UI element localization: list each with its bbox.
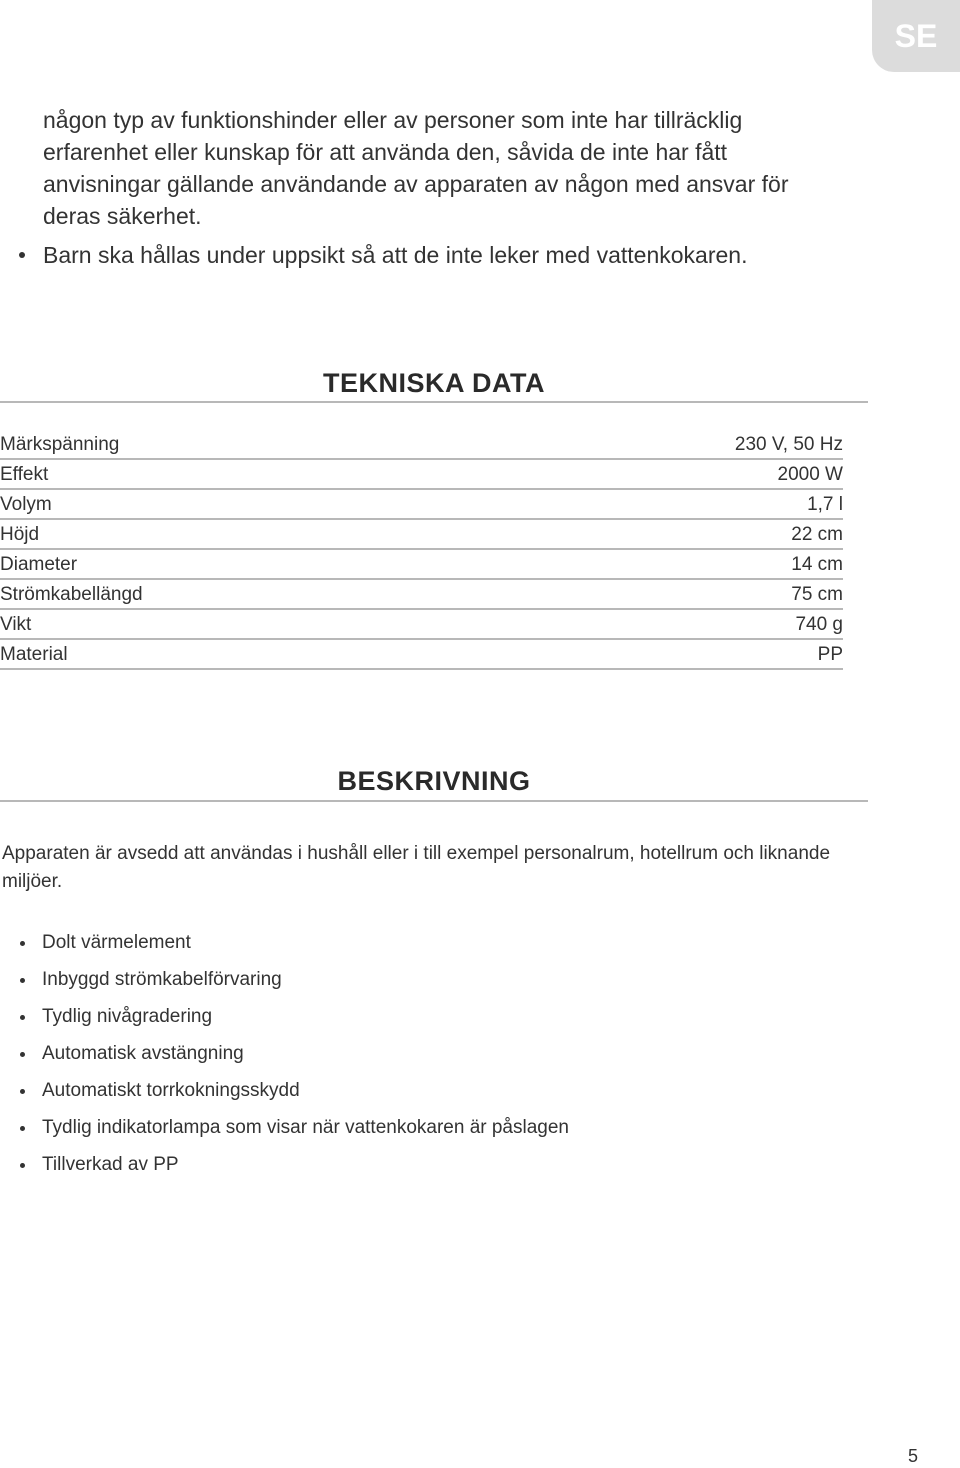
feature-item <box>0 1114 569 1151</box>
spec-label: Effekt <box>0 464 49 485</box>
spec-row <box>0 520 843 550</box>
feature-item <box>0 1077 569 1114</box>
tech-data-table <box>0 430 843 670</box>
spec-label: Strömkabellängd <box>0 584 143 605</box>
page-number: 5 <box>908 1446 919 1466</box>
spec-value: 2000 W <box>777 464 843 485</box>
spec-label: Höjd <box>0 524 40 545</box>
feature-item <box>0 1040 569 1077</box>
feature-text: Inbyggd strömkabelförvaring <box>42 969 282 990</box>
bullet-icon <box>19 252 25 258</box>
spec-value: 230 V, 50 Hz <box>734 434 843 455</box>
tech-data-divider <box>0 401 868 403</box>
spec-row <box>0 490 843 520</box>
spec-row <box>0 430 843 460</box>
spec-row <box>0 460 843 490</box>
feature-text: Automatiskt torrkokningsskydd <box>42 1080 300 1101</box>
bullet-icon <box>20 1015 25 1020</box>
feature-text: Tydlig indikatorlampa som visar när vattenkokaren är påslagen <box>42 1117 569 1138</box>
spec-value: 75 cm <box>791 584 843 605</box>
language-tab: SE <box>872 0 960 72</box>
intro-bullet-text: Barn ska hållas under uppsikt så att de inte leker med vattenkokaren. <box>43 242 748 268</box>
bullet-icon <box>20 1163 25 1168</box>
spec-value: 740 g <box>795 614 843 635</box>
spec-row <box>0 610 843 640</box>
feature-item <box>0 929 569 966</box>
feature-text: Dolt värmelement <box>42 932 191 953</box>
spec-label: Volym <box>0 494 52 515</box>
intro-bullet-item <box>43 239 843 271</box>
bullet-icon <box>20 978 25 983</box>
bullet-icon <box>20 1089 25 1094</box>
description-heading: BESKRIVNING <box>337 766 531 796</box>
feature-text: Automatisk avstängning <box>42 1043 244 1064</box>
feature-text: Tydlig nivågradering <box>42 1006 213 1027</box>
spec-label: Vikt <box>0 614 32 635</box>
spec-value: PP <box>817 644 843 665</box>
spec-value: 14 cm <box>791 554 843 575</box>
bullet-icon <box>20 941 25 946</box>
spec-value: 1,7 l <box>807 494 843 515</box>
feature-item <box>0 1003 569 1040</box>
bullet-icon <box>20 1052 25 1057</box>
spec-value: 22 cm <box>791 524 843 545</box>
spec-row <box>0 550 843 580</box>
spec-row <box>0 580 843 610</box>
intro-paragraph: någon typ av funktionshinder eller av personer som inte har tillräcklig erfarenhet eller kunskap för att använda den, såvida de inte har fått anvisningar gällande användande av apparaten av någon med ansvar för deras säkerhet. <box>43 107 789 229</box>
feature-text: Tillverkad av PP <box>42 1154 179 1175</box>
spec-label: Märkspänning <box>0 434 120 455</box>
feature-list <box>0 929 569 1188</box>
spec-row <box>0 640 843 670</box>
tech-data-heading: TEKNISKA DATA <box>323 368 545 398</box>
description-divider <box>0 800 868 802</box>
spec-label: Diameter <box>0 554 78 575</box>
feature-item <box>0 966 569 1003</box>
spec-label: Material <box>0 644 68 665</box>
feature-item <box>0 1151 569 1188</box>
description-text: Apparaten är avsedd att användas i hushåll eller i till exempel personalrum, hotellrum och liknande miljöer. <box>2 843 831 892</box>
intro-section <box>43 104 843 271</box>
bullet-icon <box>20 1126 25 1131</box>
